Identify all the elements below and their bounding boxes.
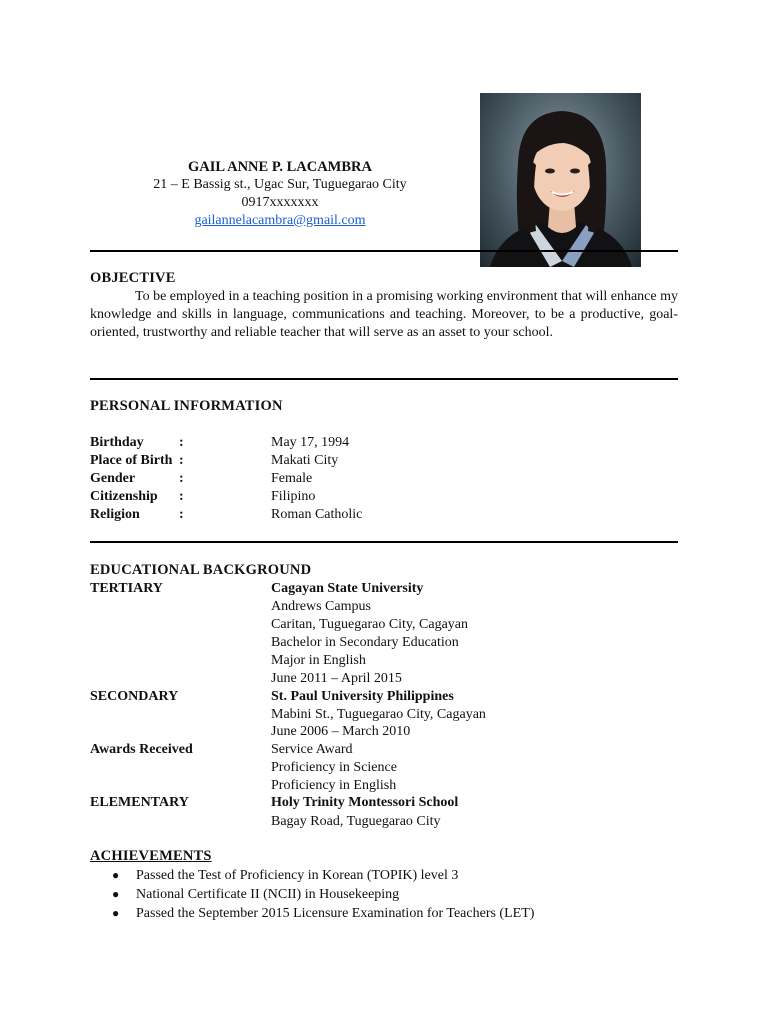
tertiary-school: Cagayan State University	[271, 581, 424, 596]
email-link[interactable]: gailannelacambra@gmail.com	[194, 213, 366, 228]
info-value: Filipino	[271, 489, 316, 504]
address: 21 – E Bassig st., Ugac Sur, Tuguegarao City	[153, 177, 407, 192]
info-colon: :	[179, 453, 184, 468]
divider-objective	[90, 378, 678, 380]
info-value: Makati City	[271, 453, 339, 468]
info-colon: :	[179, 471, 184, 486]
objective-text: To be employed in a teaching position in a promising working environment that will enhance my knowledge and skills in language, communications and teaching. Moreover, to be a productive, goal- oriented, trustworthy and reliable teacher that will serve as an asset to your school.	[90, 289, 678, 340]
contact-header	[90, 158, 470, 230]
divider-personal	[90, 541, 678, 543]
award-item: Service Award	[271, 742, 353, 757]
info-label: Citizenship	[90, 489, 158, 504]
divider-top	[90, 250, 678, 252]
info-colon: :	[179, 507, 184, 522]
education-heading: EDUCATIONAL BACKGROUND	[90, 562, 312, 578]
secondary-label: SECONDARY	[90, 689, 179, 704]
tertiary-line: Major in English	[271, 653, 366, 668]
tertiary-line: Bachelor in Secondary Education	[271, 635, 459, 650]
achievements-heading: ACHIEVEMENTS	[90, 848, 212, 864]
info-value: May 17, 1994	[271, 435, 350, 450]
portrait-image	[480, 93, 641, 267]
awards-label: Awards Received	[90, 742, 193, 757]
info-label: Gender	[90, 471, 136, 486]
elementary-school: Holy Trinity Montessori School	[271, 795, 459, 810]
bullet-icon: ●	[112, 868, 120, 882]
elementary-label: ELEMENTARY	[90, 795, 189, 810]
elementary-line: Bagay Road, Tuguegarao City	[271, 814, 441, 829]
tertiary-line: Caritan, Tuguegarao City, Cagayan	[271, 617, 469, 632]
achievement-text: National Certificate II (NCII) in Housekeeping	[136, 887, 400, 902]
info-label: Birthday	[90, 435, 144, 450]
award-item: Proficiency in English	[271, 778, 397, 793]
bullet-icon: ●	[112, 906, 120, 920]
objective-heading: OBJECTIVE	[90, 270, 176, 286]
info-label: Religion	[90, 507, 140, 522]
info-value: Roman Catholic	[271, 507, 363, 522]
award-item: Proficiency in Science	[271, 760, 397, 775]
info-colon: :	[179, 435, 184, 450]
applicant-name: GAIL ANNE P. LACAMBRA	[188, 159, 372, 175]
tertiary-line: Andrews Campus	[271, 599, 371, 614]
achievement-text: Passed the Test of Proficiency in Korean (TOPIK) level 3	[136, 868, 459, 883]
info-colon: :	[179, 489, 184, 504]
secondary-line: June 2006 – March 2010	[271, 724, 411, 739]
secondary-school: St. Paul University Philippines	[271, 689, 454, 704]
info-value: Female	[271, 471, 313, 486]
bullet-icon: ●	[112, 887, 120, 901]
profile-photo	[480, 93, 641, 267]
tertiary-label: TERTIARY	[90, 581, 163, 596]
info-label: Place of Birth	[90, 453, 173, 468]
phone-number: 0917xxxxxxx	[241, 195, 319, 210]
secondary-line: Mabini St., Tuguegarao City, Cagayan	[271, 707, 486, 722]
tertiary-line: June 2011 – April 2015	[271, 671, 402, 686]
achievement-text: Passed the September 2015 Licensure Examination for Teachers (LET)	[136, 906, 535, 921]
personal-info-heading: PERSONAL INFORMATION	[90, 398, 283, 414]
